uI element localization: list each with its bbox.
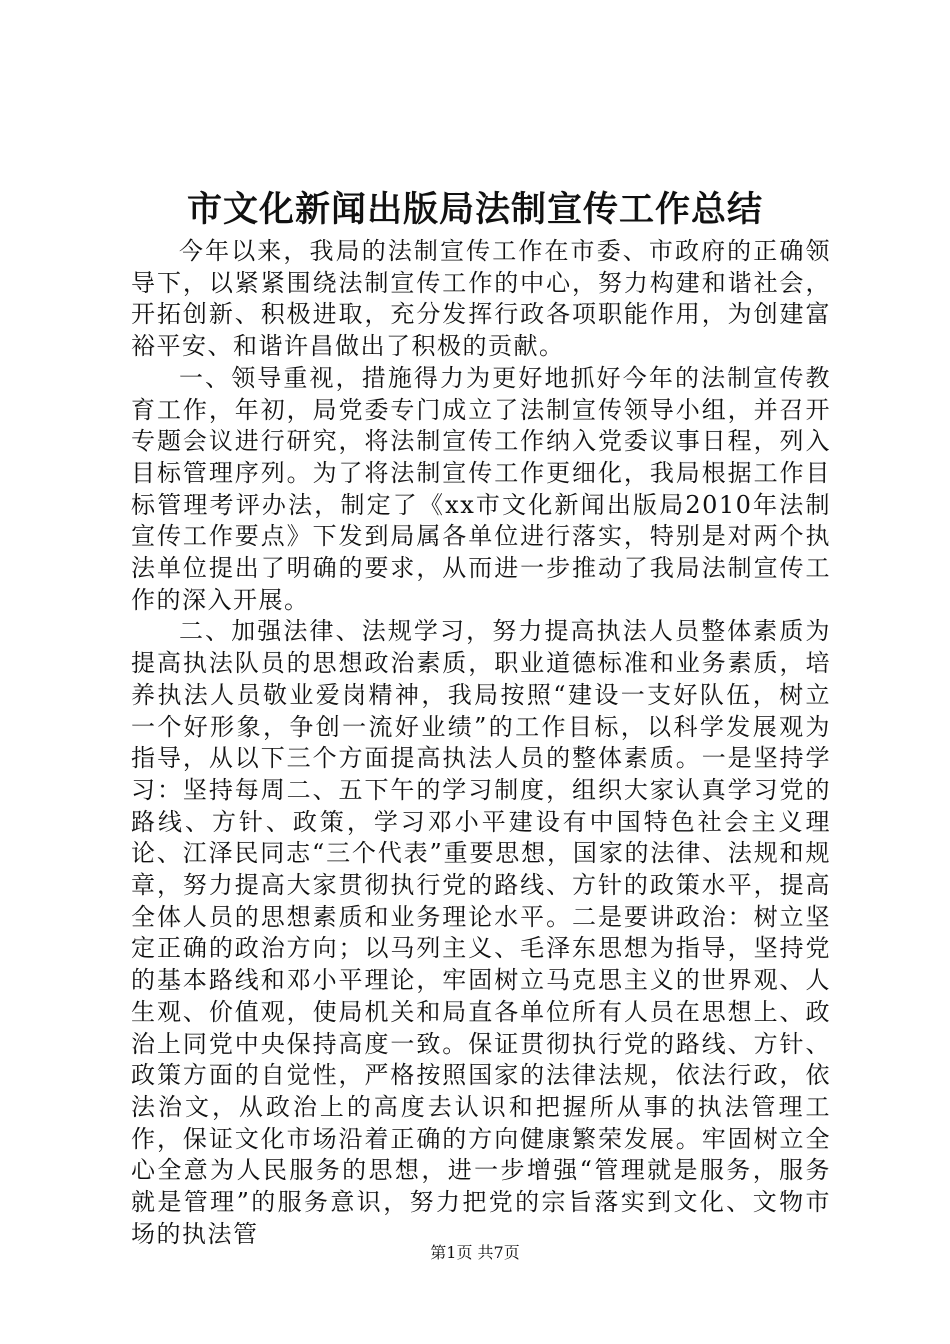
paragraph-section-1: 一、领导重视，措施得力为更好地抓好今年的法制宣传教育工作，年初，局党委专门成立了法制宣传领导小组，并召开专题会议进行研究，将法制宣传工作纳入党委议事日程，列入目标管理序列。为了将法制宣传工作更细化，我局根据工作目标管理考评办法，制定了《xx市文化新闻出版局2010年法制宣传工作要点》下发到局属各单位进行落实，特别是对两个执法单位提出了明确的要求，从而进一步推动了我局法制宣传工作的深入开展。 bbox=[131, 363, 831, 614]
page-number-footer: 第1页 共7页 bbox=[430, 1243, 520, 1262]
document-body bbox=[131, 236, 831, 1251]
paragraph-section-2: 二、加强法律、法规学习，努力提高执法人员整体素质为提高执法队员的思想政治素质，职业道德标准和业务素质，培养执法人员敬业爱岗精神，我局按照“建设一支好队伍，树立一个好形象，争创一流好业绩”的工作目标，以科学发展观为指导，从以下三个方面提高执法人员的整体素质。一是坚持学习：坚持每周二、五下午的学习制度，组织大家认真学习党的路线、方针、政策，学习邓小平建设有中国特色社会主义理论、江泽民同志“三个代表”重要思想，国家的法律、法规和规章，努力提高大家贯彻执行党的路线、方针的政策水平，提高全体人员的思想素质和业务理论水平。二是要讲政治：树立坚定正确的政治方向；以马列主义、毛泽东思想为指导，坚持党的基本路线和邓小平理论，牢固树立马克思主义的世界观、人生观、价值观，使局机关和局直各单位所有人员在思想上、政治上同党中央保持高度一致。保证贯彻执行党的路线、方针、政策方面的自觉性，严格按照国家的法律法规，依法行政，依法治文，从政治上的高度去认识和把握所从事的执法管理工作，保证文化市场沿着正确的方向健康繁荣发展。牢固树立全心全意为人民服务的思想，进一步增强“管理就是服务，服务就是管理”的服务意识，努力把党的宗旨落实到文化、文物市场的执法管 bbox=[131, 617, 831, 1248]
page-title: 市文化新闻出版局法制宣传工作总结 bbox=[186, 189, 763, 230]
paragraph-intro: 今年以来，我局的法制宣传工作在市委、市政府的正确领导下，以紧紧围绕法制宣传工作的中心，努力构建和谐社会，开拓创新、积极进取，充分发挥行政各项职能作用，为创建富裕平安、和谐许昌做出了积极的贡献。 bbox=[131, 237, 831, 361]
